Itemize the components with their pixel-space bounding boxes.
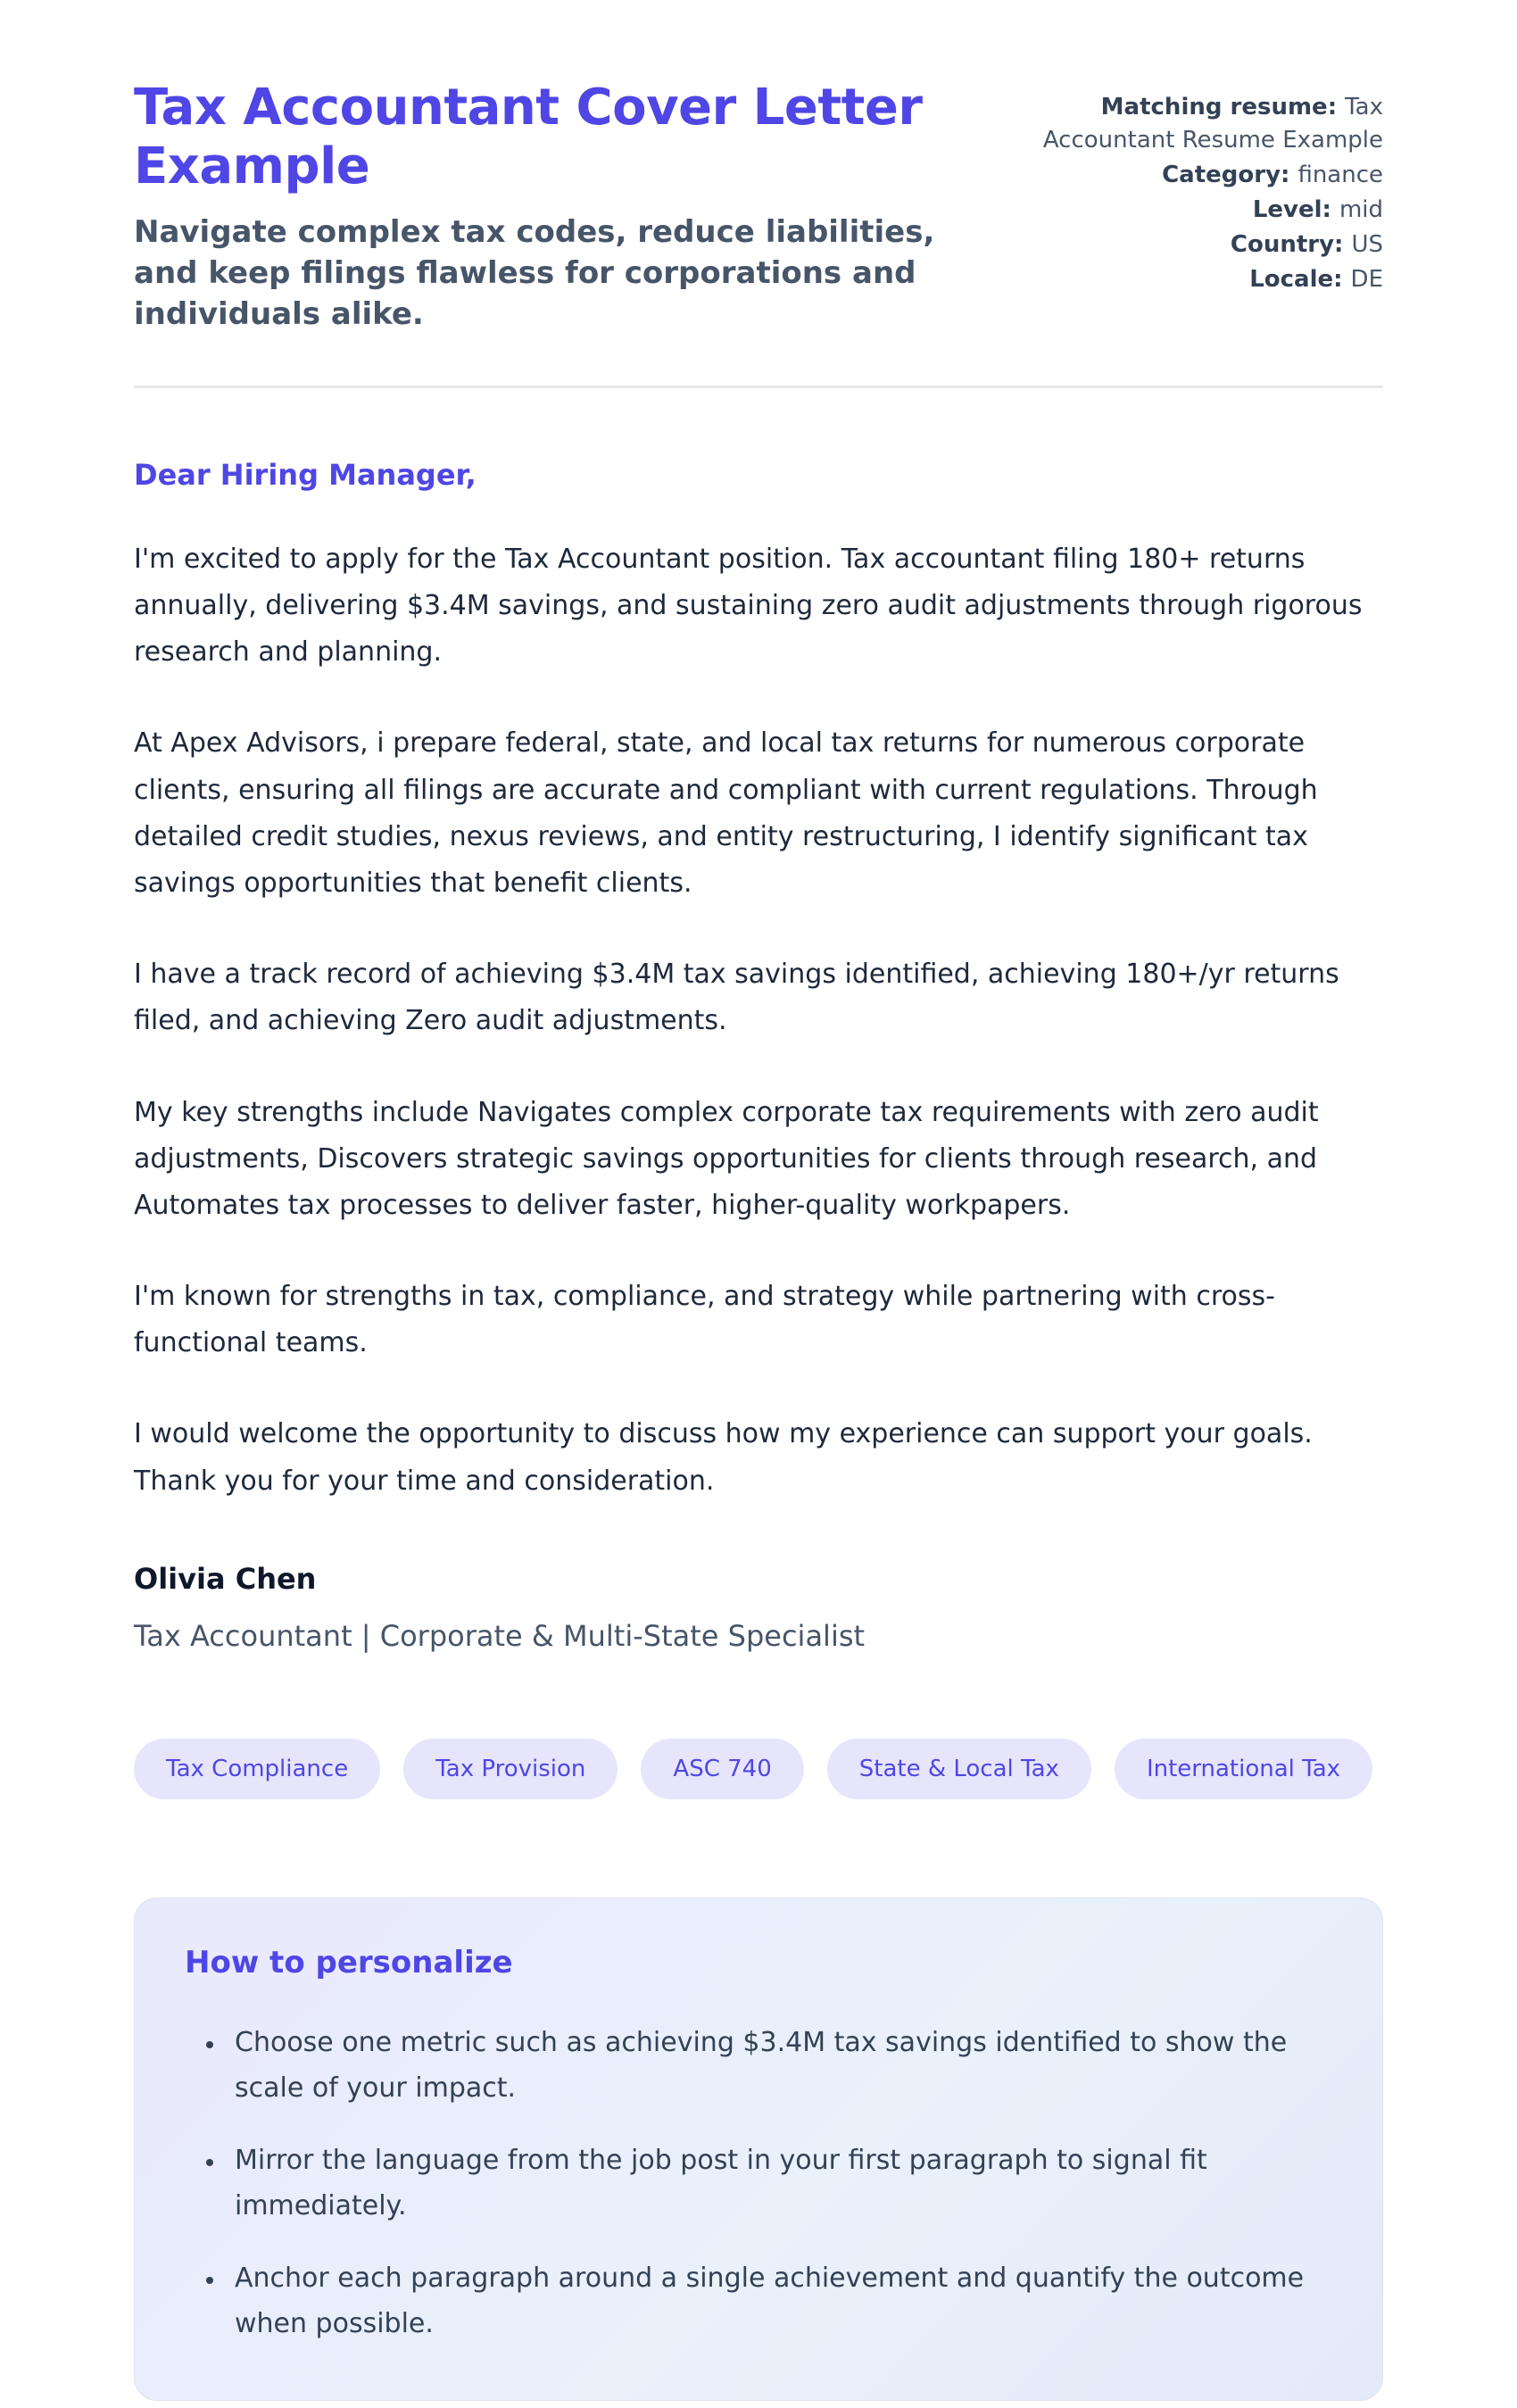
tag-pill-tax-compliance[interactable]: Tax Compliance <box>134 1739 380 1799</box>
meta-value-matching-resume: Tax Accountant Resume Example <box>1042 94 1383 154</box>
letter-paragraph: My key strengths include Navigates complex corporate tax requirements with zero audit adjustments, Discovers strategic savings opportunities for clients through research, and Automates tax processes to deliver faster, higher-quality workpapers. <box>134 1096 1319 1221</box>
tag-pill-state-local-tax[interactable]: State & Local Tax <box>827 1739 1091 1799</box>
header-title-block <box>134 79 937 336</box>
meta-label-level: Level: <box>1252 195 1331 223</box>
meta-row-category <box>973 159 1383 192</box>
meta-label-locale: Locale: <box>1249 265 1343 293</box>
signature-role: Tax Accountant | Corporate & Multi-State Specialist <box>134 1618 866 1653</box>
tag-pill-tax-provision[interactable]: Tax Provision <box>403 1739 618 1799</box>
meta-label-country: Country: <box>1230 230 1344 258</box>
personalize-box <box>134 1897 1383 2401</box>
page-header <box>134 79 1383 336</box>
personalize-bullet: • Anchor each paragraph around a single achievement and quantify the outcome when possible. <box>226 2255 1332 2346</box>
personalize-bullet: • Choose one metric such as achieving $3.4M tax savings identified to show the scale of your impact. <box>226 2020 1332 2111</box>
cover-letter-body <box>134 458 1383 1653</box>
letter-paragraph: I have a track record of achieving $3.4M tax savings identified, achieving 180+/yr returns filed, and achieving Zero audit adjustments. <box>134 959 1339 1037</box>
tag-pill-international-tax[interactable]: International Tax <box>1115 1739 1372 1799</box>
meta-row-country <box>973 228 1383 262</box>
page-title: Tax Accountant Cover Letter Example <box>134 79 923 196</box>
meta-label-matching-resume: Matching resume: <box>1100 94 1338 120</box>
personalize-bullet: • Mirror the language from the job post in your first paragraph to signal fit immediately. <box>226 2138 1332 2229</box>
letter-paragraph: I'm excited to apply for the Tax Accountant position. Tax accountant filing 180+ returns annually, delivering $3.4M savings, and sustaining zero audit adjustments through rigorous research and planning. <box>134 543 1363 668</box>
meta-value-country: US <box>1351 230 1383 258</box>
meta-row-level <box>973 194 1383 227</box>
personalize-heading: How to personalize <box>185 1944 513 1980</box>
meta-value-level: mid <box>1339 195 1383 223</box>
page-subtitle: Navigate complex tax codes, reduce liabilities, and keep filings flawless for corporations and individuals alike. <box>134 214 935 332</box>
meta-row-matching-resume <box>973 91 1383 157</box>
letter-paragraph: I would welcome the opportunity to discuss how my experience can support your goals. Thank you for your time and consideration. <box>134 1418 1313 1497</box>
tag-list <box>134 1739 1383 1799</box>
meta-panel <box>973 79 1383 297</box>
signature-name: Olivia Chen <box>134 1561 317 1596</box>
header-divider <box>134 386 1383 388</box>
meta-label-category: Category: <box>1162 161 1290 188</box>
meta-value-category: finance <box>1297 161 1383 188</box>
letter-paragraph: At Apex Advisors, i prepare federal, state, and local tax returns for numerous corporate clients, ensuring all filings are accurate and compliant with current regulations. Through detailed credit studies, nexus reviews, and entity restructuring, I identify significant tax savings opportunities that benefit clients. <box>134 727 1318 899</box>
personalize-list <box>185 2020 1332 2346</box>
letter-paragraph: I'm known for strengths in tax, compliance, and strategy while partnering with cross-functional teams. <box>134 1281 1275 1359</box>
cover-letter-page <box>134 0 1383 2401</box>
meta-row-locale <box>973 263 1383 296</box>
meta-value-locale: DE <box>1350 265 1383 293</box>
letter-greeting: Dear Hiring Manager, <box>134 457 477 492</box>
tag-pill-asc-740[interactable]: ASC 740 <box>641 1739 803 1799</box>
